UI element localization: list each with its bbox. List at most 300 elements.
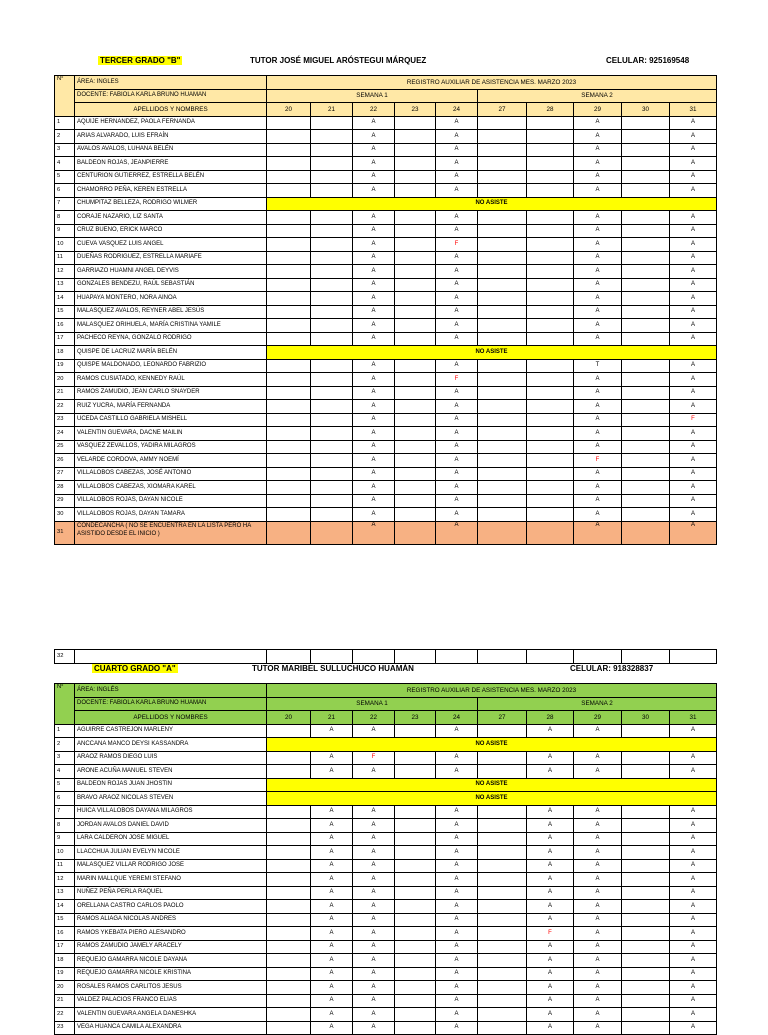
student-row <box>55 332 717 346</box>
row-number: 6 <box>55 184 75 198</box>
attendance-mark-31: A <box>670 751 717 765</box>
attendance-mark-29: A <box>574 724 622 738</box>
student-row <box>55 859 717 873</box>
attendance-mark-27 <box>478 170 527 184</box>
row-number: 3 <box>55 143 75 157</box>
student-name: MALASQUEZ VILLAR RODRIGO JOSE <box>75 859 267 873</box>
attendance-mark-21 <box>311 467 353 481</box>
attendance-mark-21 <box>311 157 353 171</box>
row-number: 23 <box>55 1021 75 1035</box>
attendance-mark-29: A <box>574 940 622 954</box>
attendance-mark-22: A <box>353 386 395 400</box>
attendance-mark-21: A <box>311 805 353 819</box>
row-number: 12 <box>55 873 75 887</box>
attendance-mark-20 <box>267 859 311 873</box>
student-name: RAMOS ALIAGA NICOLAS ANDRES <box>75 913 267 927</box>
teacher-label: DOCENTE: FABIOLA KARLA BRUNO HUAMAN <box>75 697 267 711</box>
attendance-mark-20 <box>267 143 311 157</box>
attendance-mark-27 <box>478 332 527 346</box>
attendance-mark-30 <box>622 508 670 522</box>
student-row <box>55 265 717 279</box>
attendance-mark-29: A <box>574 954 622 968</box>
attendance-mark-27 <box>478 130 527 144</box>
attendance-mark-22: A <box>353 238 395 252</box>
attendance-mark-31: A <box>670 157 717 171</box>
attendance-mark-23 <box>395 265 436 279</box>
names-header: APELLIDOS Y NOMBRES <box>75 711 267 725</box>
attendance-mark-27 <box>478 832 527 846</box>
attendance-mark-27 <box>478 143 527 157</box>
area-label: ÁREA: INGLÉS <box>75 684 267 698</box>
student-row <box>55 319 717 333</box>
attendance-mark-21 <box>311 251 353 265</box>
attendance-mark-29: A <box>574 170 622 184</box>
student-row <box>55 832 717 846</box>
attendance-mark-28 <box>527 400 574 414</box>
row-number: 9 <box>55 832 75 846</box>
attendance-mark-30 <box>622 224 670 238</box>
row-number: 19 <box>55 359 75 373</box>
attendance-mark-24: A <box>436 981 478 995</box>
attendance-mark-30 <box>622 427 670 441</box>
student-name: AGUIRRE CASTREJON MARLENY <box>75 724 267 738</box>
student-name: MALASQUEZ AVALOS, REYNER ABEL JESÚS <box>75 305 267 319</box>
attendance-mark-29: A <box>574 440 622 454</box>
no-asiste-label: NO ASISTE <box>267 792 717 806</box>
attendance-mark-28 <box>527 224 574 238</box>
header-row-area <box>55 684 717 698</box>
header-row-days <box>55 711 717 725</box>
attendance-mark-28 <box>527 184 574 198</box>
attendance-mark-20 <box>267 508 311 522</box>
attendance-mark-31: A <box>670 765 717 779</box>
attendance-mark-22: A <box>353 373 395 387</box>
attendance-mark-23 <box>395 157 436 171</box>
attendance-mark-20 <box>267 981 311 995</box>
student-row <box>55 940 717 954</box>
attendance-mark-28 <box>527 467 574 481</box>
attendance-mark-22: A <box>353 467 395 481</box>
header-row-teacher <box>55 89 717 103</box>
student-row <box>55 886 717 900</box>
attendance-mark-31: A <box>670 143 717 157</box>
attendance-mark-22: A <box>353 143 395 157</box>
row-number: 31 <box>55 521 75 544</box>
attendance-mark-23 <box>395 494 436 508</box>
day-header-20: 20 <box>267 103 311 117</box>
attendance-mark-23 <box>395 765 436 779</box>
attendance-mark-22: A <box>353 954 395 968</box>
row-number: 15 <box>55 305 75 319</box>
student-row <box>55 724 717 738</box>
spacer-row <box>55 650 717 664</box>
attendance-mark-22: A <box>353 900 395 914</box>
attendance-mark-23 <box>395 413 436 427</box>
attendance-mark-29: A <box>574 278 622 292</box>
attendance-mark-24: A <box>436 494 478 508</box>
attendance-mark-30 <box>622 751 670 765</box>
student-row <box>55 440 717 454</box>
day-header-29: 29 <box>574 711 622 725</box>
student-name: ROSALES RAMOS CARLITOS JESUS <box>75 981 267 995</box>
attendance-mark-20 <box>267 751 311 765</box>
attendance-mark-24: A <box>436 521 478 544</box>
attendance-mark-27 <box>478 751 527 765</box>
attendance-mark-23 <box>395 332 436 346</box>
attendance-mark-23 <box>395 224 436 238</box>
attendance-mark-30 <box>622 170 670 184</box>
attendance-mark-28: A <box>527 994 574 1008</box>
row-number: 4 <box>55 765 75 779</box>
student-row <box>55 278 717 292</box>
attendance-mark-20 <box>267 130 311 144</box>
attendance-mark-29: A <box>574 751 622 765</box>
week-2-header: SEMANA 2 <box>478 697 717 711</box>
row-number: 28 <box>55 481 75 495</box>
week-1-header: SEMANA 1 <box>267 697 478 711</box>
student-name: VILLALOBOS CABEZAS, JOSÉ ANTONIO <box>75 467 267 481</box>
day-header-24: 24 <box>436 103 478 117</box>
attendance-mark-31: A <box>670 305 717 319</box>
attendance-mark-27 <box>478 116 527 130</box>
attendance-mark-22: A <box>353 724 395 738</box>
attendance-mark-29: A <box>574 319 622 333</box>
row-number: 3 <box>55 751 75 765</box>
student-row <box>55 873 717 887</box>
attendance-mark-20 <box>267 467 311 481</box>
attendance-mark-22: A <box>353 873 395 887</box>
attendance-mark-31: A <box>670 859 717 873</box>
attendance-mark-31: A <box>670 494 717 508</box>
attendance-mark-23 <box>395 1008 436 1022</box>
attendance-mark-24: A <box>436 211 478 225</box>
student-name: QUISPE MALDONADO, LEONARDO FABRIZIO <box>75 359 267 373</box>
attendance-mark-27 <box>478 265 527 279</box>
attendance-mark-23 <box>395 900 436 914</box>
attendance-mark-31: A <box>670 1021 717 1035</box>
attendance-mark-20 <box>267 1021 311 1035</box>
student-row <box>55 981 717 995</box>
day-header-20: 20 <box>267 711 311 725</box>
attendance-mark-24: A <box>436 913 478 927</box>
attendance-mark-23 <box>395 819 436 833</box>
attendance-mark-23 <box>395 386 436 400</box>
row-number: 13 <box>55 278 75 292</box>
attendance-mark-27 <box>478 940 527 954</box>
attendance-mark-20 <box>267 116 311 130</box>
row-number: 1 <box>55 116 75 130</box>
student-row <box>55 900 717 914</box>
attendance-mark-29: A <box>574 494 622 508</box>
attendance-mark-31: A <box>670 900 717 914</box>
row-number: 15 <box>55 913 75 927</box>
attendance-mark-30 <box>622 994 670 1008</box>
attendance-mark-21: A <box>311 724 353 738</box>
attendance-mark-31: A <box>670 467 717 481</box>
attendance-mark-20 <box>267 900 311 914</box>
attendance-mark-28 <box>527 332 574 346</box>
header-row-days <box>55 103 717 117</box>
attendance-mark-24: A <box>436 170 478 184</box>
attendance-mark-27 <box>478 994 527 1008</box>
attendance-mark-21: A <box>311 900 353 914</box>
student-name: MARIN MALLQUE YEREMI STEFANO <box>75 873 267 887</box>
attendance-mark-29: A <box>574 508 622 522</box>
student-name: UCEDA CASTILLO GABRIELA MISHELL <box>75 413 267 427</box>
attendance-mark-27 <box>478 805 527 819</box>
row-number: 32 <box>55 650 75 664</box>
student-row <box>55 954 717 968</box>
attendance-mark-20 <box>267 319 311 333</box>
attendance-mark-23 <box>395 278 436 292</box>
attendance-mark-20 <box>267 440 311 454</box>
table-body-2 <box>55 684 717 1035</box>
student-name: RUIZ YUCRA, MARÍA FERNANDA <box>75 400 267 414</box>
attendance-mark-31: A <box>670 130 717 144</box>
attendance-mark-30 <box>622 251 670 265</box>
row-number: 14 <box>55 292 75 306</box>
attendance-mark-22: A <box>353 278 395 292</box>
attendance-mark-27 <box>478 305 527 319</box>
student-row <box>55 913 717 927</box>
attendance-mark-29: A <box>574 521 622 544</box>
student-name: MALASQUEZ ORIHUELA, MARÍA CRISTINA YAMILE <box>75 319 267 333</box>
day-header-27: 27 <box>478 103 527 117</box>
attendance-mark-31: A <box>670 927 717 941</box>
attendance-mark-31: A <box>670 981 717 995</box>
attendance-mark-27 <box>478 981 527 995</box>
attendance-mark-22: A <box>353 251 395 265</box>
teacher-label: DOCENTE: FABIOLA KARLA BRUNO HUAMAN <box>75 89 267 103</box>
attendance-mark-29: A <box>574 211 622 225</box>
student-row <box>55 427 717 441</box>
attendance-mark-30 <box>622 184 670 198</box>
student-name: CUEVA VASQUEZ LUIS ANGEL <box>75 238 267 252</box>
number-header: N° <box>55 76 75 117</box>
attendance-mark-22: A <box>353 400 395 414</box>
student-row <box>55 305 717 319</box>
attendance-mark-28: A <box>527 913 574 927</box>
attendance-mark-20 <box>267 386 311 400</box>
attendance-mark-28 <box>527 359 574 373</box>
attendance-mark-22: A <box>353 157 395 171</box>
attendance-mark-21: A <box>311 1021 353 1035</box>
attendance-mark-24: A <box>436 292 478 306</box>
attendance-mark-20 <box>267 886 311 900</box>
student-row <box>55 292 717 306</box>
attendance-mark-22: A <box>353 1008 395 1022</box>
student-name: HUAPAYA MONTERO, NORA AINOA <box>75 292 267 306</box>
attendance-mark-21: A <box>311 913 353 927</box>
attendance-mark-29: A <box>574 386 622 400</box>
attendance-mark-23 <box>395 508 436 522</box>
row-number: 24 <box>55 427 75 441</box>
attendance-mark-27 <box>478 454 527 468</box>
attendance-mark-28: A <box>527 805 574 819</box>
student-name: VALDEZ PALACIOS FRANCO ELIAS <box>75 994 267 1008</box>
attendance-mark-30 <box>622 359 670 373</box>
attendance-mark-29: A <box>574 373 622 387</box>
attendance-mark-27 <box>478 913 527 927</box>
attendance-mark-20 <box>267 170 311 184</box>
attendance-mark-24: A <box>436 751 478 765</box>
attendance-mark-28 <box>527 170 574 184</box>
attendance-mark-23 <box>395 359 436 373</box>
student-row <box>55 467 717 481</box>
attendance-mark-20 <box>267 765 311 779</box>
student-row <box>55 967 717 981</box>
attendance-mark-31: A <box>670 400 717 414</box>
attendance-mark-31: A <box>670 481 717 495</box>
student-name: ARIAS ALVARADO, LUIS EFRAÍN <box>75 130 267 144</box>
attendance-mark-30 <box>622 765 670 779</box>
attendance-mark-29: A <box>574 981 622 995</box>
attendance-mark-28: F <box>527 927 574 941</box>
attendance-mark-24: A <box>436 927 478 941</box>
student-name: ARAOZ RAMOS DIEGO LUIS <box>75 751 267 765</box>
student-name: RAMOS YKEBATA PIERO ALESANDRO <box>75 927 267 941</box>
attendance-mark-24: A <box>436 184 478 198</box>
attendance-mark-22: A <box>353 332 395 346</box>
attendance-mark-24: A <box>436 332 478 346</box>
attendance-mark-29: A <box>574 832 622 846</box>
attendance-mark-29: A <box>574 819 622 833</box>
day-header-29: 29 <box>574 103 622 117</box>
student-name: GARRIAZO HUAMNI ANGEL DEYVIS <box>75 265 267 279</box>
attendance-mark-27 <box>478 954 527 968</box>
attendance-mark-22: A <box>353 819 395 833</box>
day-header-31: 31 <box>670 103 717 117</box>
attendance-mark-20 <box>267 157 311 171</box>
attendance-mark-23 <box>395 873 436 887</box>
row-number: 21 <box>55 994 75 1008</box>
row-number: 8 <box>55 211 75 225</box>
attendance-mark-21 <box>311 521 353 544</box>
attendance-mark-21 <box>311 184 353 198</box>
attendance-mark-22: A <box>353 765 395 779</box>
attendance-mark-31: A <box>670 184 717 198</box>
attendance-mark-27 <box>478 319 527 333</box>
attendance-mark-31: A <box>670 292 717 306</box>
attendance-mark-21: A <box>311 940 353 954</box>
row-number: 2 <box>55 130 75 144</box>
attendance-mark-20 <box>267 913 311 927</box>
attendance-mark-23 <box>395 373 436 387</box>
attendance-mark-31: A <box>670 278 717 292</box>
attendance-mark-29: A <box>574 886 622 900</box>
attendance-mark-23 <box>395 859 436 873</box>
student-name: VALENTIN GUEVARA, DACNE MAILIN <box>75 427 267 441</box>
attendance-mark-28 <box>527 508 574 522</box>
attendance-mark-30 <box>622 116 670 130</box>
attendance-mark-20 <box>267 413 311 427</box>
attendance-mark-20 <box>267 332 311 346</box>
attendance-mark-24: A <box>436 940 478 954</box>
student-name: VILLALOBOS ROJAS, DAYAN TAMARA <box>75 508 267 522</box>
attendance-mark-27 <box>478 440 527 454</box>
table-body-1 <box>55 76 717 545</box>
student-name: VELARDE CORDOVA, AMMY NOEMÍ <box>75 454 267 468</box>
attendance-mark-30 <box>622 913 670 927</box>
student-name: AVALOS AVALOS, LUHANA BELÉN <box>75 143 267 157</box>
day-header-23: 23 <box>395 711 436 725</box>
attendance-mark-29: A <box>574 805 622 819</box>
attendance-mark-27 <box>478 224 527 238</box>
grade-label-2: CUARTO GRADO "A" <box>94 664 176 673</box>
header-row-area <box>55 76 717 90</box>
student-row <box>55 157 717 171</box>
student-name: BRAVO ARAOZ NICOLAS STEVEN <box>75 792 267 806</box>
attendance-mark-24: F <box>436 373 478 387</box>
attendance-mark-31: A <box>670 940 717 954</box>
attendance-mark-31: A <box>670 967 717 981</box>
attendance-mark-30 <box>622 454 670 468</box>
tutor-label-2: TUTOR MARIBEL SULLUCHUCO HUAMÁN <box>252 664 414 673</box>
attendance-mark-30 <box>622 373 670 387</box>
student-name: RAMOS ZAMUDIO, JEAN CARLO SNAYDER <box>75 386 267 400</box>
attendance-mark-24: A <box>436 967 478 981</box>
attendance-mark-22: A <box>353 292 395 306</box>
attendance-mark-21 <box>311 359 353 373</box>
attendance-mark-30 <box>622 319 670 333</box>
names-header: APELLIDOS Y NOMBRES <box>75 103 267 117</box>
attendance-mark-28 <box>527 292 574 306</box>
attendance-mark-20 <box>267 1008 311 1022</box>
attendance-mark-29: A <box>574 332 622 346</box>
attendance-mark-30 <box>622 967 670 981</box>
student-row <box>55 994 717 1008</box>
student-row <box>55 130 717 144</box>
attendance-mark-20 <box>267 184 311 198</box>
attendance-mark-28 <box>527 265 574 279</box>
attendance-mark-24: A <box>436 427 478 441</box>
attendance-mark-23 <box>395 805 436 819</box>
attendance-mark-27 <box>478 278 527 292</box>
attendance-mark-22: A <box>353 886 395 900</box>
row-number: 30 <box>55 508 75 522</box>
student-row <box>55 170 717 184</box>
attendance-mark-29: A <box>574 846 622 860</box>
area-label: ÁREA: INGLES <box>75 76 267 90</box>
student-row <box>55 1021 717 1035</box>
attendance-mark-31: A <box>670 224 717 238</box>
attendance-mark-30 <box>622 130 670 144</box>
student-row <box>55 508 717 522</box>
attendance-mark-30 <box>622 238 670 252</box>
attendance-mark-22: A <box>353 994 395 1008</box>
day-header-28: 28 <box>527 103 574 117</box>
attendance-mark-28: A <box>527 886 574 900</box>
row-number: 10 <box>55 238 75 252</box>
attendance-mark-28: A <box>527 981 574 995</box>
attendance-mark-20 <box>267 359 311 373</box>
attendance-mark-20 <box>267 251 311 265</box>
attendance-mark-21: A <box>311 846 353 860</box>
attendance-mark-28 <box>527 386 574 400</box>
attendance-mark-28: A <box>527 724 574 738</box>
row-number: 20 <box>55 981 75 995</box>
attendance-mark-23 <box>395 305 436 319</box>
student-row <box>55 494 717 508</box>
attendance-mark-27 <box>478 373 527 387</box>
week-2-header: SEMANA 2 <box>478 89 717 103</box>
attendance-mark-28 <box>527 278 574 292</box>
attendance-mark-24: A <box>436 265 478 279</box>
student-name: AQUIJE HERNANDEZ, PAOLA FERNANDA <box>75 116 267 130</box>
attendance-mark-21 <box>311 494 353 508</box>
student-name: VILLALOBOS CABEZAS, XIOMARA KAREL <box>75 481 267 495</box>
attendance-mark-30 <box>622 305 670 319</box>
